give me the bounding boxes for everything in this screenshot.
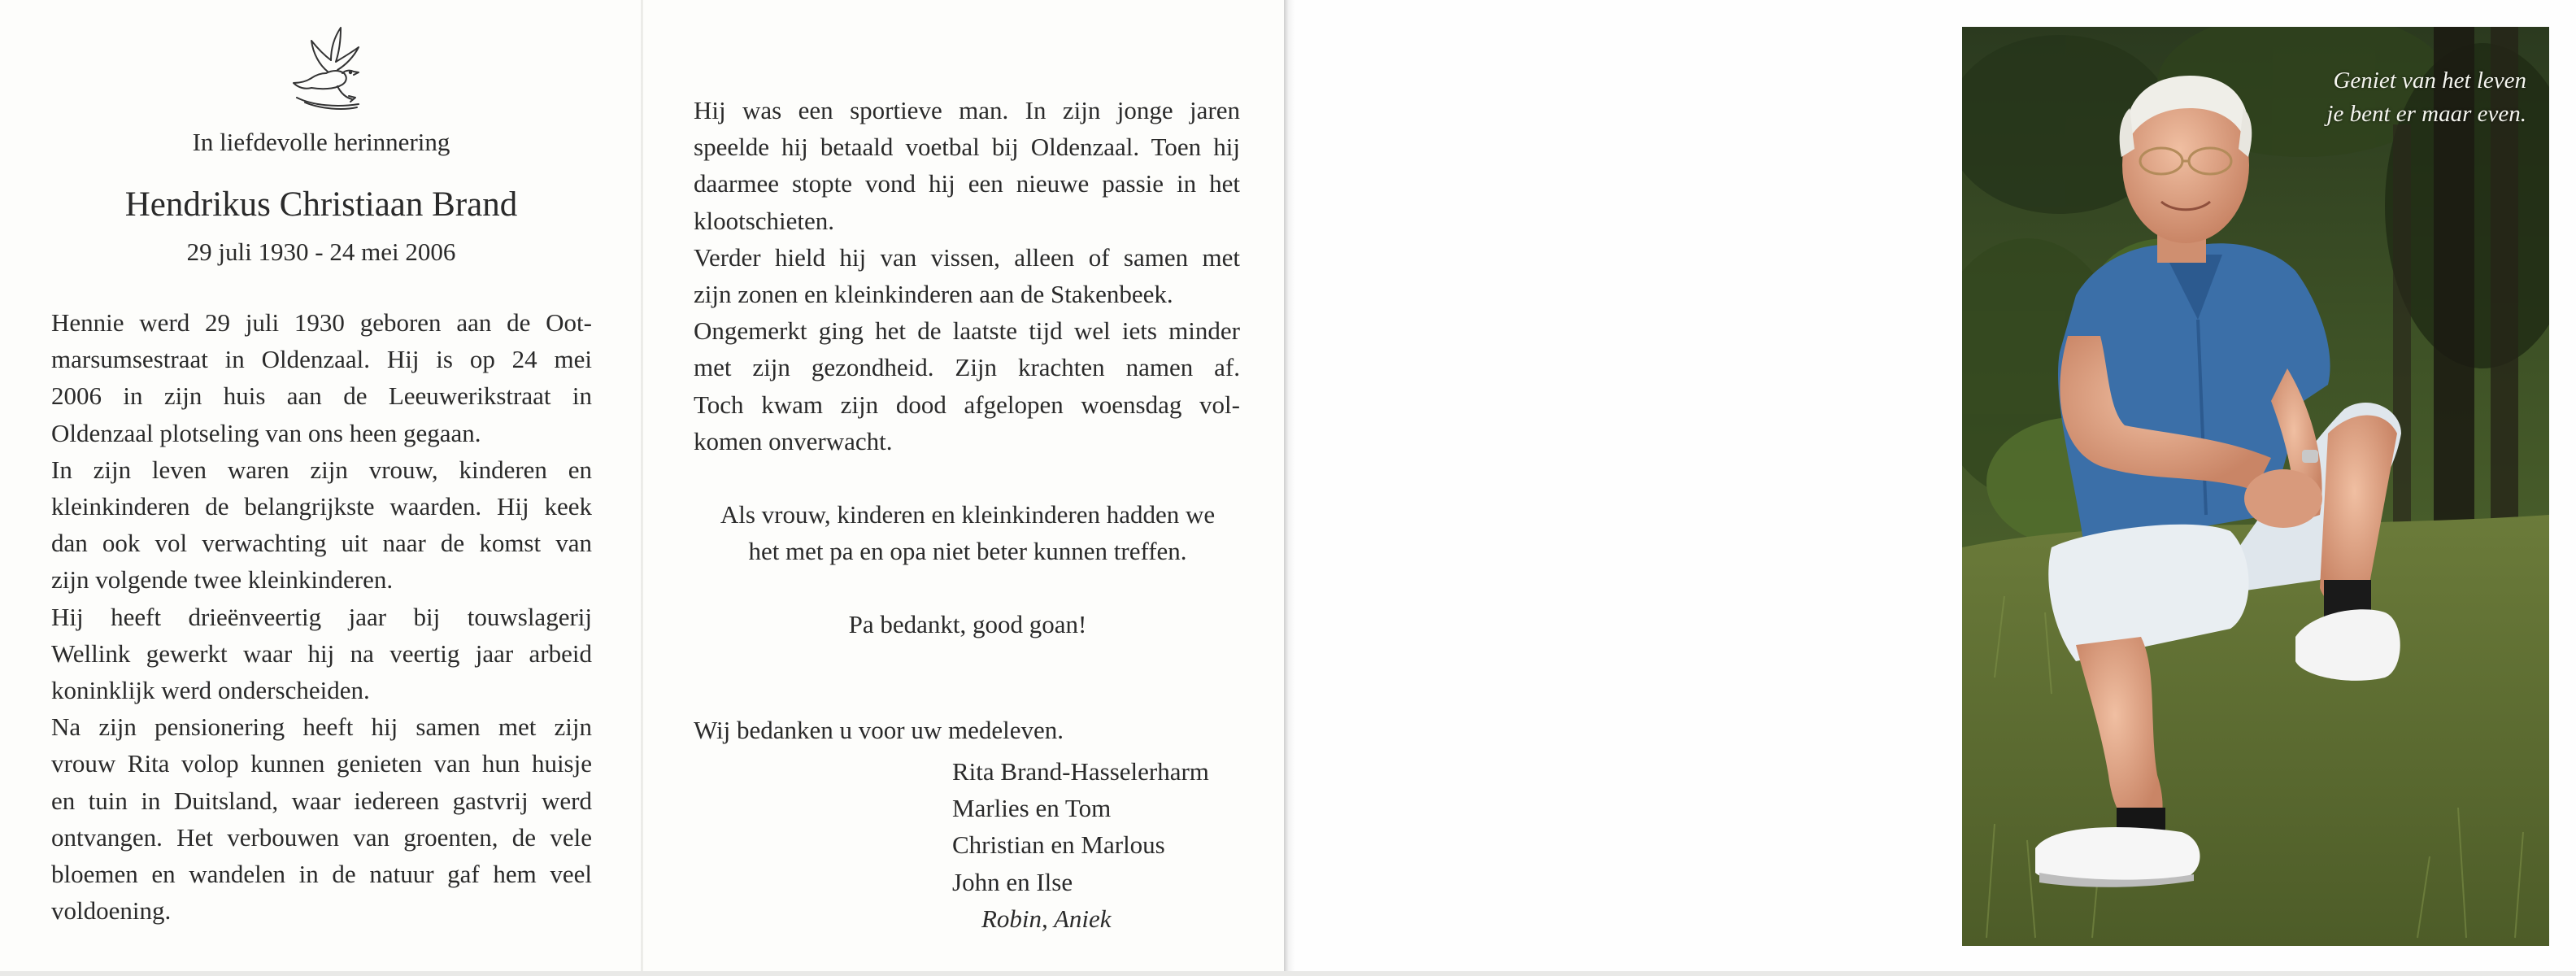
biography-line: ontvangen. Het verbouwen van groenten, de vele	[51, 822, 592, 852]
paragraph-line: Ongemerkt ging het de laatste tijd wel iets minder	[694, 316, 1240, 346]
deceased-name: Hendrikus Christiaan Brand	[124, 185, 518, 224]
biography-line: Hennie werd 29 juli 1930 geboren aan de Oot-	[51, 308, 592, 337]
memorial-photo	[1962, 27, 2549, 946]
biography-line: en tuin in Duitsland, waar iedereen gastvrij werd	[51, 786, 592, 815]
closing-line: Als vrouw, kinderen en kleinkinderen hadden we	[720, 500, 1216, 529]
family-member: John en Ilse	[952, 867, 1073, 896]
thanks-line: Wij bedanken u voor uw medeleven.	[694, 716, 1064, 744]
quote-line: Geniet van het leven	[2333, 68, 2526, 94]
paragraph-line: speelde hij betaald voetbal bij Oldenzaal. Toen hij	[694, 133, 1240, 162]
dove-icon	[281, 23, 370, 114]
paragraph-line: met zijn gezondheid. Zijn krachten namen af.	[694, 353, 1240, 382]
quote-line: je bent er maar even.	[2326, 101, 2526, 127]
grandchildren: Robin, Aniek	[981, 904, 1112, 933]
thanks-dad: Pa bedankt, good goan!	[848, 610, 1087, 638]
intro-heading: In liefdevolle herinnering	[192, 128, 450, 156]
biography-line: Na zijn pensionering heeft hij samen met zijn	[51, 712, 592, 742]
biography-text	[51, 304, 592, 929]
closing-line: het met pa en opa niet beter kunnen treffen.	[748, 537, 1187, 566]
biography-line: Wellink gewerkt waar hij na veertig jaar arbeid	[51, 638, 592, 668]
paragraph-line: Toch kwam zijn dood afgelopen woensdag vol-	[694, 390, 1240, 419]
family-member: Marlies en Tom	[952, 794, 1112, 823]
closing-text	[683, 496, 1252, 569]
biography-line: vrouw Rita volop kunnen genieten van hun huisje	[51, 749, 592, 778]
biography-line: Hij heeft drieënveertig jaar bij touwslagerij	[51, 602, 592, 631]
biography-line: kleinkinderen de belangrijkste waarden. Hij keek	[51, 492, 592, 521]
card-edge-shadow	[1284, 0, 1295, 976]
photo-illustration	[1962, 27, 2549, 946]
paragraph-line: Hij was een sportieve man. In zijn jonge jaren	[694, 96, 1240, 124]
paragraph-line: daarmee stopte vond hij een nieuwe passie in het	[694, 169, 1240, 198]
family-signatures	[952, 753, 1209, 900]
paragraph-line: klootschieten.	[694, 206, 835, 235]
biography-line: zijn volgende twee kleinkinderen.	[51, 565, 394, 595]
biography-line: marsumsestraat in Oldenzaal. Hij is op 24 mei	[51, 345, 592, 374]
biography-line: 2006 in zijn huis aan de Leeuwerikstraat in	[51, 381, 592, 411]
paragraph-line: zijn zonen en kleinkinderen aan de Stakenbeek.	[694, 280, 1173, 309]
biography-line: voldoening.	[51, 896, 172, 926]
paragraph-line: komen onverwacht.	[694, 426, 893, 455]
biography-line: koninklijk werd onderscheiden.	[51, 676, 370, 705]
life-dates: 29 juli 1930 - 24 mei 2006	[186, 237, 456, 266]
photo-quote	[2185, 64, 2526, 131]
paragraph-line: Verder hield hij van vissen, alleen of samen met	[694, 242, 1240, 272]
biography-line: bloemen en wandelen in de natuur gaf hem veel	[51, 860, 592, 889]
card-bottom-edge	[0, 971, 2576, 976]
family-member: Rita Brand-Hasselerharm	[952, 757, 1209, 786]
biography-line: dan ook vol verwachting uit naar de komst van	[51, 529, 592, 558]
sports-paragraph	[694, 92, 1240, 460]
family-member: Christian en Marlous	[952, 830, 1165, 860]
biography-line: In zijn leven waren zijn vrouw, kinderen en	[51, 455, 592, 484]
biography-line: Oldenzaal plotseling van ons heen gegaan.	[51, 418, 481, 447]
